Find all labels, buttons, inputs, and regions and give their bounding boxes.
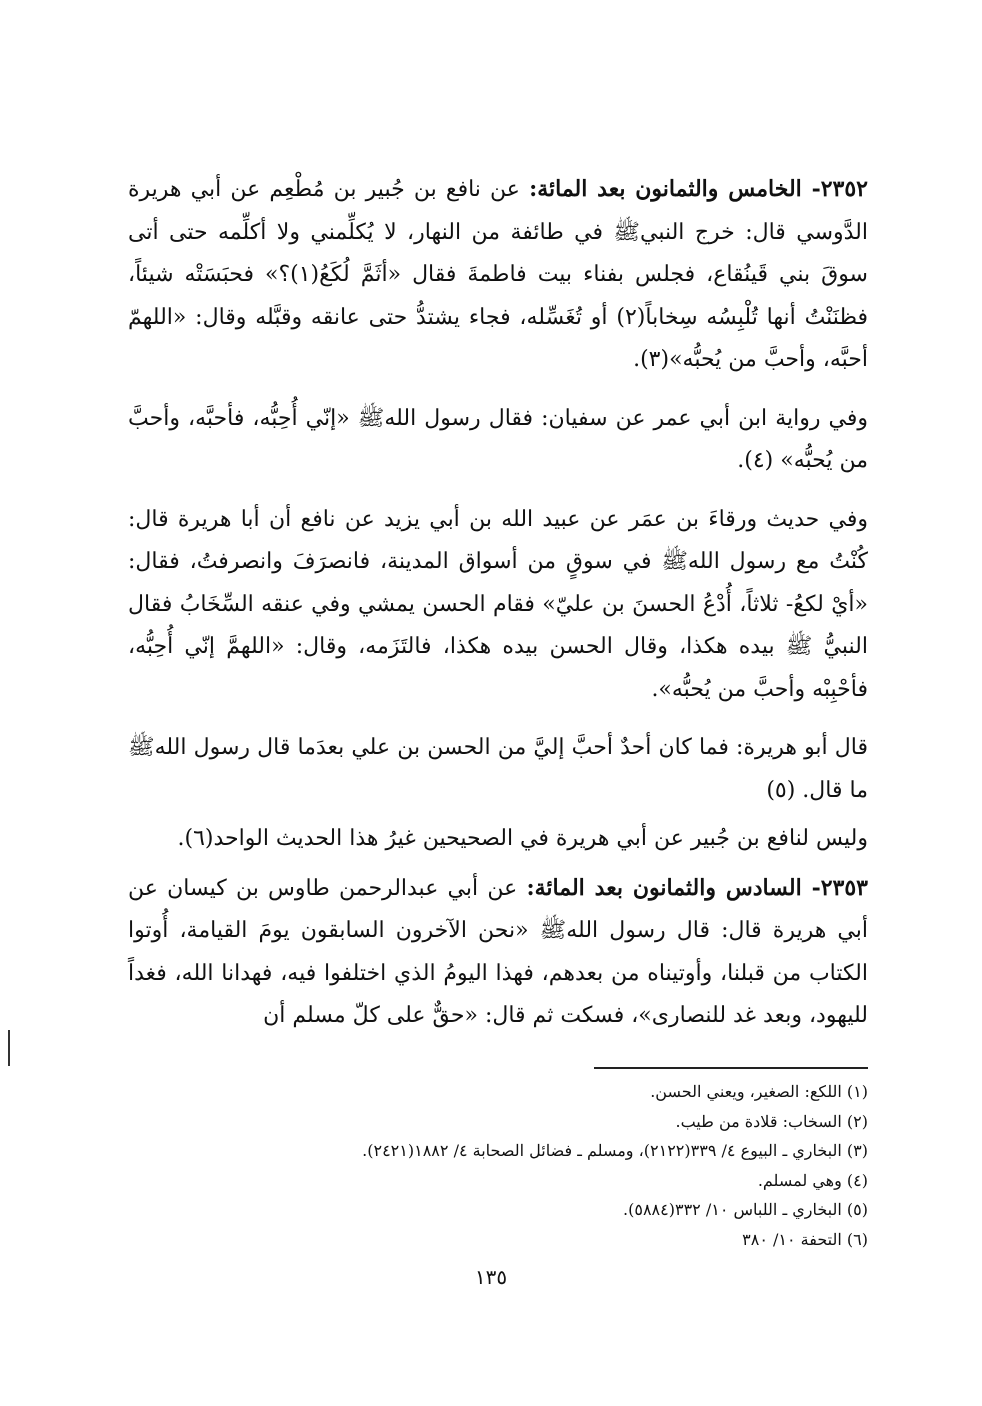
margin-mark	[8, 1030, 10, 1066]
paragraph-hadith-2353	[128, 867, 868, 1038]
footnote-divider	[594, 1067, 868, 1069]
paragraph-note	[128, 818, 868, 861]
paragraph-narration	[128, 727, 868, 812]
paragraph-text: وليس لنافع بن جُبير عن أبي هريرة في الصحيحين غيرُ هذا الحديث الواحد(٦).	[177, 826, 868, 851]
footnotes	[128, 1077, 868, 1254]
footnote: (٥) البخاري ـ اللباس ١٠/ ٣٣٢(٥٨٨٤).	[623, 1200, 868, 1219]
hadith-heading: ٢٣٥٣- السادس والثمانون بعد المائة:	[526, 874, 868, 901]
main-text	[128, 168, 868, 1054]
paragraph-hadith-2352	[128, 168, 868, 382]
page-number: ١٣٥	[474, 1265, 508, 1289]
footnote: (٣) البخاري ـ البيوع ٤/ ٣٣٩(٢١٢٢)، ومسلم ـ فضائل الصحابة ٤/ ١٨٨٢(٢٤٢١).	[362, 1141, 868, 1160]
paragraph-narration	[128, 398, 868, 483]
footnote: (١) اللكع: الصغير، ويعني الحسن.	[650, 1082, 868, 1101]
paragraph-text: قال أبو هريرة: فما كان أحدٌ أحبَّ إليَّ من الحسن بن علي بعدَما قال رسول اللهﷺ ما قال. (٥)	[128, 735, 868, 803]
hadith-heading: ٢٣٥٢- الخامس والثمانون بعد المائة:	[529, 176, 868, 202]
paragraph-text: عن أبي عبدالرحمن طاوس بن كيسان عن أبي هريرة قال: قال رسول اللهﷺ «نحن الآخرون السابقون يومَ القيامة، أُوتوا الكتاب من قبلنا، وأوتيناه من بعدهم، فهذا اليومُ الذي اختلفوا فيه، فهدانا الله، فغداً لليهود، وبعد غد للنصارى»، فسكت ثم قال: «حقٌّ على كلّ مسلم أن	[128, 875, 868, 1028]
footnote: (٢) السخاب: قلادة من طيب.	[675, 1111, 868, 1131]
paragraph-text: وفي حديث ورقاءَ بن عمَر عن عبيد الله بن أبي يزيد عن نافع أن أبا هريرة قال: كُنْتُ مع رسول اللهﷺ في سوقٍ من أسواق المدينة، فانصرَفَ وانصرفتُ، فقال: «أيْ لكعُ- ثلاثاً، أُدْعُ الحسنَ بن عليّ» فقام الحسن يمشي وفي عنقه السِّخَابُ فقال النبيُّ ﷺ بيده هكذا، وقال الحسن بيده هكذا، فالتَزَمه، وقال: «اللهمَّ إنّي أُحِبُّه، فأحْبِبْه وأحبَّ من يُحبُّه».	[128, 506, 868, 702]
footnote: (٦) التحفة ١٠/ ٣٨٠	[742, 1229, 868, 1249]
paragraph-narration	[128, 499, 868, 712]
paragraph-text: وفي رواية ابن أبي عمر عن سفيان: فقال رسول اللهﷺ «إنّي أُحِبُّه، فأحبَّه، وأحبَّ من يُحبُّه» (٤).	[128, 405, 868, 473]
paragraph-text: عن نافع بن جُبير بن مُطْعِم عن أبي هريرة الدَّوسي قال: خرج النبيﷺ في طائفة من النهار، لا يُكلِّمني ولا أكلِّمه حتى أتى سوقَ بني قَينُقاع، فجلس بفناء بيت فاطمةَ فقال «أثَمَّ لُكَعُ(١)؟» فحبَسَتْه شيئاً، فظنَنْتُ أنها تُلْبِسُه سِخاباً(٢) أو تُغَسِّله، فجاء يشتدُّ حتى عانقه وقبَّله وقال: «اللهمّ أحبَّه، وأحبَّ من يُحبُّه»(٣).	[128, 177, 869, 372]
footnote: (٤) وهي لمسلم.	[757, 1170, 868, 1190]
